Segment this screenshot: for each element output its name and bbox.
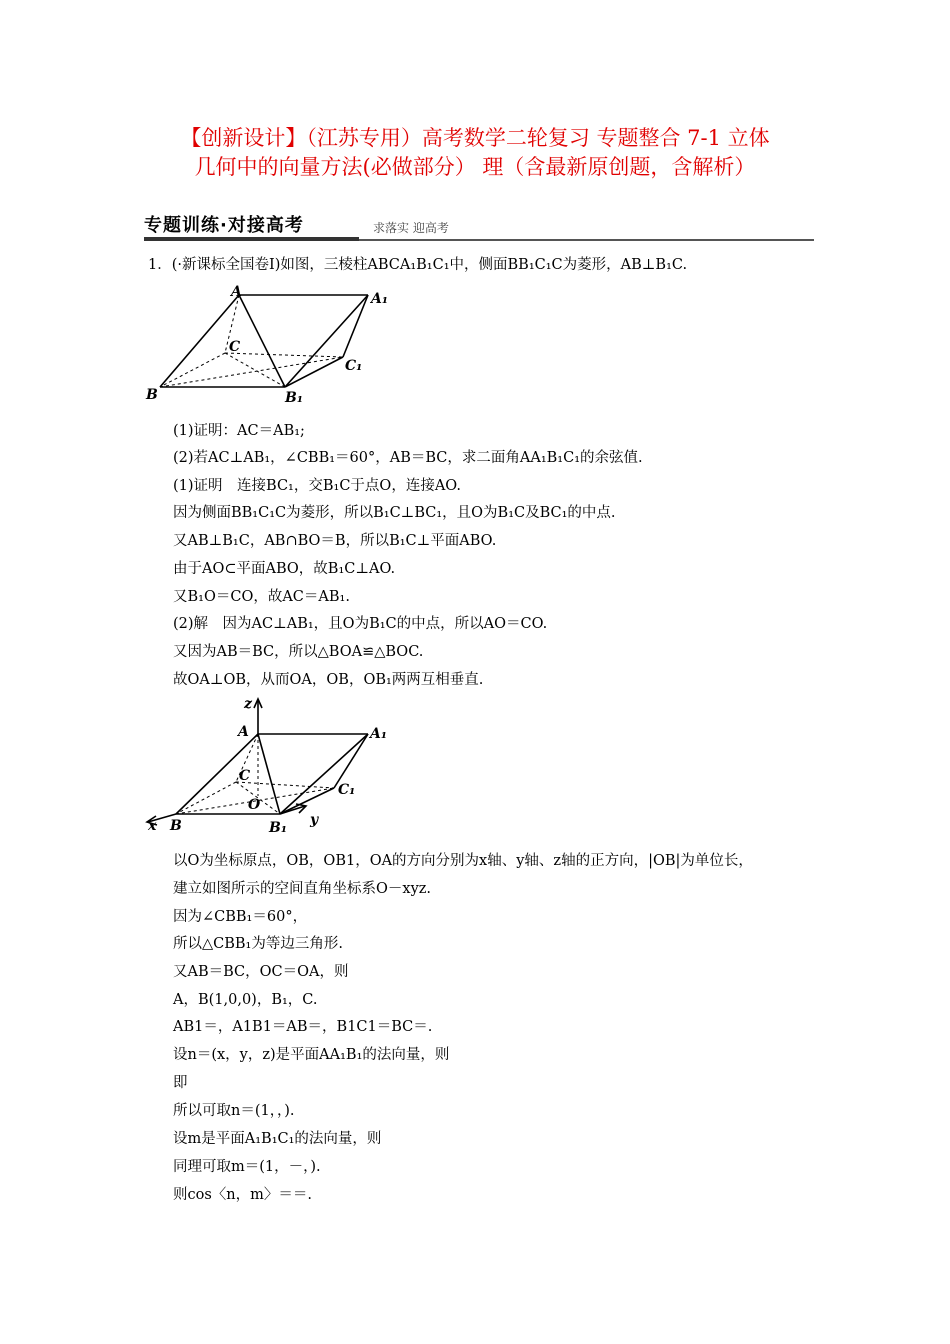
text-line: 又AB⊥B₁C，AB∩BO＝B，所以B₁C⊥平面ABO. <box>173 533 497 549</box>
label-C1: C₁ <box>338 782 356 798</box>
problem-statement: 1．(·新课标全国卷Ⅰ)如图，三棱柱ABCA₁B₁C₁中，侧面BB₁C₁C为菱形，AB⊥B₁C. <box>148 257 688 273</box>
section-heading: 专题训练·对接高考 <box>144 215 304 236</box>
text-line: 建立如图所示的空间直角坐标系O－xyz. <box>173 881 432 897</box>
text-line: 所以△CBB₁为等边三角形. <box>173 936 343 952</box>
text-line: 设n＝(x，y，z)是平面AA₁B₁的法向量，则 <box>173 1047 450 1063</box>
prism-figure <box>145 283 388 408</box>
section-underline <box>144 237 359 241</box>
axis-label-x: x <box>148 818 157 834</box>
text-line: 因为∠CBB₁＝60°， <box>173 909 308 925</box>
text-line: AB1＝，A1B1＝AB＝，B1C1＝BC＝. <box>173 1019 433 1035</box>
label-C1: C₁ <box>345 358 363 374</box>
text-line: 即 <box>173 1075 188 1091</box>
label-B1: B₁ <box>285 390 303 406</box>
label-B: B <box>170 818 182 834</box>
text-line: 又因为AB＝BC，所以△BOA≌△BOC. <box>173 644 424 660</box>
text-line: 设m是平面A₁B₁C₁的法向量，则 <box>173 1131 382 1147</box>
label-A: A <box>231 284 242 300</box>
label-C: C <box>239 768 251 784</box>
text-line: 以O为坐标原点，OB，OB1，OA的方向分别为x轴、y轴、z轴的正方向，|OB|为单位长， <box>173 853 753 869</box>
title-line-2: 几何中的向量方法(必做部分） 理（含最新原创题，含解析） <box>194 155 756 179</box>
section-header <box>144 211 814 241</box>
text-line: 又AB＝BC，OC＝OA，则 <box>173 964 349 980</box>
text-line: 同理可取m＝(1，－，). <box>173 1159 321 1175</box>
axis-label-z: z <box>244 696 252 712</box>
text-line: 由于AO⊂平面ABO，故B₁C⊥AO. <box>173 561 396 577</box>
text-line: (2)若AC⊥AB₁，∠CBB₁＝60°，AB＝BC，求二面角AA₁B₁C₁的余弦值. <box>173 450 643 466</box>
text-line: (2)解 因为AC⊥AB₁，且O为B₁C的中点，所以AO＝CO. <box>173 616 548 632</box>
text-line: (1)证明 连接BC₁，交B₁C于点O，连接AO. <box>173 478 461 494</box>
title-line-1: 【创新设计】（江苏专用）高考数学二轮复习 专题整合 7-1 立体 <box>180 126 770 150</box>
label-C: C <box>229 339 241 355</box>
section-subheading: 求落实 迎高考 <box>373 221 449 235</box>
label-A: A <box>238 724 249 740</box>
label-A1: A₁ <box>371 291 388 307</box>
text-line: 故OA⊥OB，从而OA，OB，OB₁两两互相垂直. <box>173 672 484 688</box>
label-B1: B₁ <box>269 820 287 836</box>
text-line: 因为侧面BB₁C₁C为菱形，所以B₁C⊥BC₁，且O为B₁C及BC₁的中点. <box>173 505 616 521</box>
document-title <box>130 124 820 182</box>
label-B: B <box>146 387 158 403</box>
text-line: A，B(1,0,0)，B₁，C. <box>173 992 318 1008</box>
coordinate-prism-figure <box>140 696 390 836</box>
text-line: 则cos〈n，m〉＝＝. <box>173 1187 312 1203</box>
label-A1: A₁ <box>370 726 387 742</box>
text-line: (1)证明：AC＝AB₁; <box>173 423 305 439</box>
text-line: 又B₁O＝CO，故AC＝AB₁. <box>173 589 350 605</box>
label-O: O <box>248 797 261 813</box>
axis-label-y: y <box>310 812 319 828</box>
text-line: 所以可取n＝(1，，). <box>173 1103 295 1119</box>
